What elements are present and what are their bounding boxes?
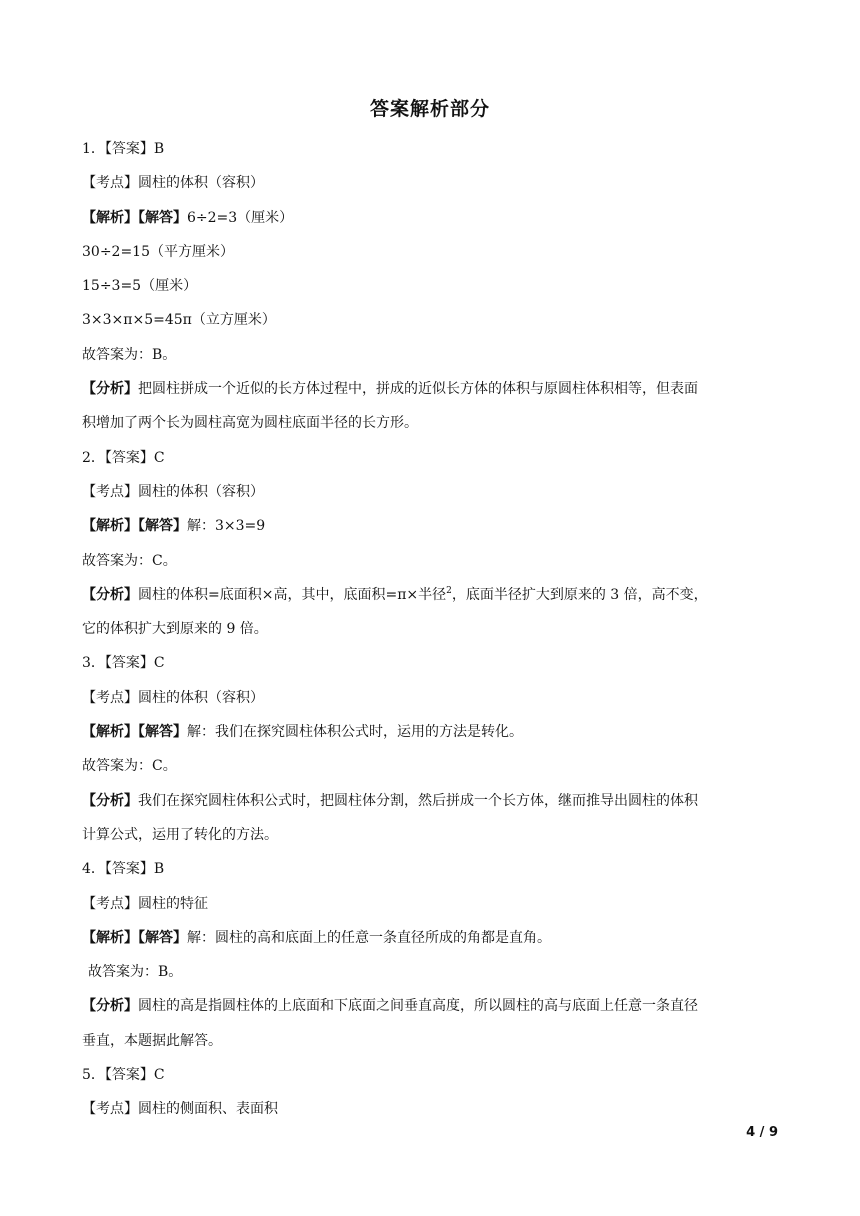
q4-answer: 4．【答案】B [82,861,165,878]
q2-solution: 【解析】【解答】解：3×3=9 [82,518,266,535]
q4-solution: 【解析】【解答】解：圆柱的高和底面上的任意一条直径所成的角都是直角。 [82,929,551,946]
q5-point: 【考点】圆柱的侧面积、表面积 [82,1101,278,1118]
q2-point: 【考点】圆柱的体积（容积） [82,483,264,500]
q2-conclusion: 故答案为：C。 [82,552,177,569]
q3-answer: 3．【答案】C [82,655,165,672]
q2-answer: 2．【答案】C [82,449,165,466]
q3-solution: 【解析】【解答】解：我们在探究圆柱体积公式时，运用的方法是转化。 [82,724,523,741]
answer-content [82,132,782,1127]
q1-point: 【考点】圆柱的体积（容积） [82,175,264,192]
q5-answer: 5．【答案】C [82,1067,165,1084]
q2-analysis-cont: 它的体积扩大到原来的 9 倍。 [82,621,268,638]
q1-conclusion: 故答案为：B。 [82,346,177,363]
q1-analysis-cont: 积增加了两个长为圆柱高宽为圆柱底面半径的长方形。 [82,415,418,432]
q3-conclusion: 故答案为：C。 [82,758,177,775]
q4-point: 【考点】圆柱的特征 [82,895,208,912]
q1-solution: 【解析】【解答】6÷2=3（厘米） [82,209,294,226]
q2-analysis: 【分析】圆柱的体积=底面积×高，其中，底面积=π×半径$^2$，底面半径扩大到原来的 3 倍，高不变， [82,585,708,603]
q1-solution-step: 15÷3=5（厘米） [82,278,198,295]
q4-analysis-cont: 垂直，本题据此解答。 [82,1032,222,1049]
q3-analysis: 【分析】我们在探究圆柱体积公式时，把圆柱体分割，然后拼成一个长方体，继而推导出圆柱的体积 [82,792,698,809]
q4-conclusion: 故答案为：B。 [88,964,183,981]
page-number: 4 / 9 [746,1125,778,1140]
page-title: 答案解析部分 [369,98,490,120]
q4-analysis: 【分析】圆柱的高是指圆柱体的上底面和下底面之间垂直高度，所以圆柱的高与底面上任意一条直径 [82,998,698,1015]
q1-solution-step: 30÷2=15（平方厘米） [82,243,234,260]
q3-point: 【考点】圆柱的体积（容积） [82,689,264,706]
q1-analysis: 【分析】把圆柱拼成一个近似的长方体过程中，拼成的近似长方体的体积与原圆柱体积相等，但表面 [82,381,698,398]
q1-answer: 1．【答案】B [82,141,165,157]
q3-analysis-cont: 计算公式，运用了转化的方法。 [82,826,278,843]
q1-solution-step: 3×3×π×5=45π（立方厘米） [82,312,276,329]
